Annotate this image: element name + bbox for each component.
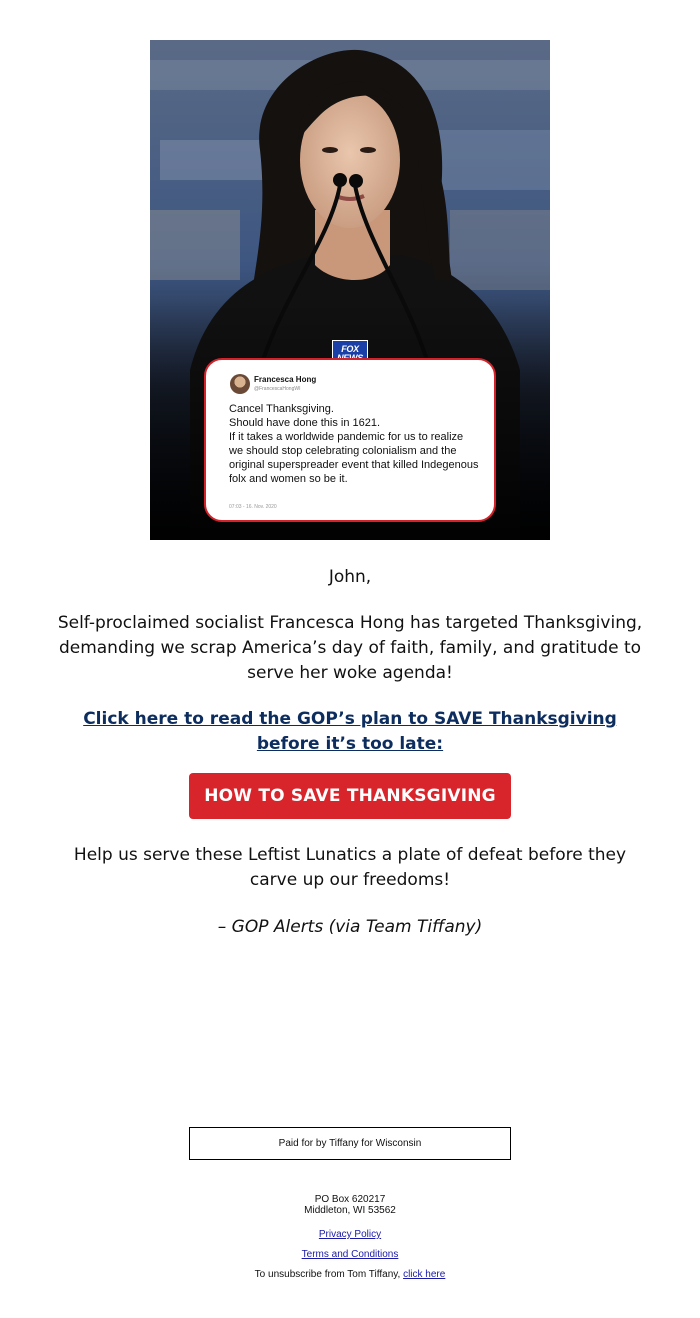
tweet-card bbox=[204, 358, 496, 522]
hero-image bbox=[150, 40, 550, 540]
tweet-author-name: Francesca Hong bbox=[254, 375, 317, 384]
unsubscribe-link[interactable]: click here bbox=[403, 1269, 446, 1280]
fox-logo-line1: FOX bbox=[341, 343, 359, 354]
tweet-text: Cancel Thanksgiving. Should have done this in 1621. If it takes a worldwide pandemic for us to realize we should stop celebrating colonialism and the original superspreader event that killed Indegenous folx and women so be it. bbox=[229, 403, 479, 485]
tweet-author-handle: @FrancescaHongWI bbox=[254, 386, 301, 392]
help-paragraph: Help us serve these Leftist Lunatics a plate of defeat before they carve up our freedoms! bbox=[73, 845, 627, 890]
intro-paragraph: Self-proclaimed socialist Francesca Hong has targeted Thanksgiving, demanding we scrap America’s day of faith, family, and gratitude to serve her woke agenda! bbox=[57, 613, 643, 683]
terms-link[interactable]: Terms and Conditions bbox=[301, 1249, 399, 1260]
save-thanksgiving-button[interactable]: HOW TO SAVE THANKSGIVING bbox=[189, 773, 511, 819]
cta-link[interactable]: Click here to read the GOP’s plan to SAVE Thanksgiving before it’s too late: bbox=[83, 709, 617, 754]
paid-for-disclaimer: Paid for by Tiffany for Wisconsin bbox=[189, 1127, 511, 1160]
address-line-1: PO Box 620217 bbox=[314, 1194, 386, 1205]
unsubscribe-text: To unsubscribe from Tom Tiffany, bbox=[254, 1269, 401, 1280]
mailing-address bbox=[100, 1194, 600, 1216]
greeting: John, bbox=[328, 567, 372, 587]
unsubscribe-row bbox=[100, 1269, 600, 1280]
address-line-2: Middleton, WI 53562 bbox=[304, 1205, 396, 1216]
privacy-policy-link[interactable]: Privacy Policy bbox=[318, 1229, 382, 1240]
privacy-row bbox=[100, 1229, 600, 1240]
terms-row bbox=[100, 1249, 600, 1260]
tweet-timestamp: 07:03 - 16. Nov. 2020 bbox=[229, 504, 277, 510]
signature: – GOP Alerts (via Team Tiffany) bbox=[217, 917, 483, 937]
avatar bbox=[230, 374, 250, 394]
